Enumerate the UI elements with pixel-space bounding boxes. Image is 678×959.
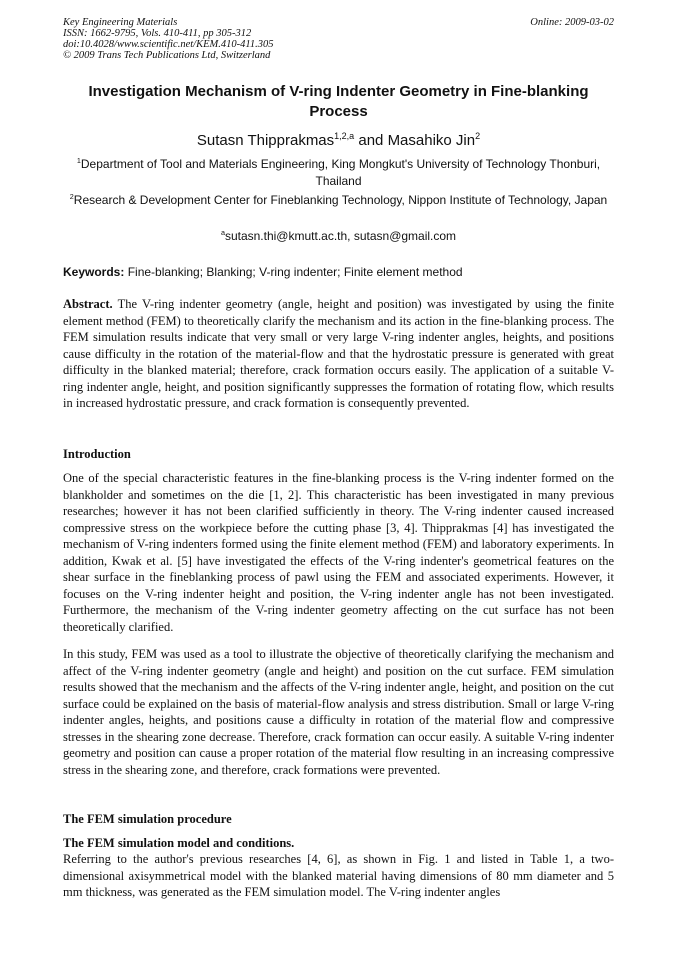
introduction-heading: Introduction <box>63 447 131 461</box>
copyright-line: © 2009 Trans Tech Publications Ltd, Switzerland <box>63 50 271 61</box>
author-2: Masahiko Jin <box>387 132 476 149</box>
journal-header <box>63 17 273 61</box>
fem-paragraph: Referring to the author's previous researches [4, 6], as shown in Fig. 1 and listed in Table 1, a two-dimensional axisymmetrical model with the blanked material having dimensions of 80 mm diameter and 5 mm thickness, was generated as the FEM simulation model. The V-ring indenter angles <box>63 852 614 899</box>
journal-name: Key Engineering Materials <box>63 17 178 28</box>
author-1: Sutasn Thipprakmas <box>196 132 335 149</box>
affiliation-1: $^1$Department of Tool and Materials Engineering, King Mongkut's University of Technology Thonburi, Thailand <box>76 156 601 188</box>
doi-line: doi:10.4028/www.scientific.net/KEM.410-411.305 <box>63 39 274 50</box>
paper-title: Investigation Mechanism of V-ring Indenter Geometry in Fine-blanking Process <box>88 83 589 120</box>
fem-section-heading: The FEM simulation procedure <box>63 812 232 826</box>
abstract: Abstract. The V-ring indenter geometry (angle, height and position) was investigated by using the finite element method (FEM) to theoretically clarify the mechanism and its action in the fine-blanking process. The FEM simulation results indicate that very small or very large V-ring indenter angles, heights, and positions cause difficulty in the rotation of the material-flow and that the hydrostatic pressure is generated with great difficulty in the blanked material; therefore, crack formation occurs easily. The application of a suitable V-ring indenter angle, height, and position significantly suppresses the formation of rotating flow, which results in increased hydrostatic pressure, and crack formation is consequently prevented. <box>63 297 614 410</box>
keywords: Keywords: Fine-blanking; Blanking; V-ring indenter; Finite element method <box>63 265 463 279</box>
issn-line: ISSN: 1662-9795, Vols. 410-411, pp 305-312 <box>63 28 252 39</box>
affiliation-2: $^2$Research & Development Center for Fineblanking Technology, Nippon Institute of Technology, Japan <box>69 192 608 207</box>
online-date: Online: 2009-03-02 <box>530 17 614 28</box>
author-line: Sutasn Thipprakmas$^{1,2,a}$ and Masahiko Jin$^2$ <box>196 131 481 149</box>
introduction-paragraph-2: In this study, FEM was used as a tool to illustrate the objective of theoretically clarifying the mechanism and affect of the V-ring indenter geometry (angle and height) and position on the cut surface. FEM simulation results showed that the mechanism and the affects of the V-ring indenter angle, height, and position on the cut surface could be explained on the basis of material-flow analysis and stress distribution. Small or large V-ring indenter angles, heights, and positions cause a difficulty in rotation of the material flow and compressive stresses in the shearing zone decrease. Therefore, crack formation can occur easily. A suitable V-ring indenter geometry and position can cause a proper rotation of the material flow resulting in an increasing compressive stress in the shearing zone, and therefore, crack formations were prevented. <box>63 647 614 777</box>
introduction-paragraph-1: One of the special characteristic features in the fine-blanking process is the V-ring indenter formed on the blankholder and sometimes on the die [1, 2]. This characteristic has been investigated in many previous researches; however it has not been clarified sufficiently in theory. The V-ring indenter caused increased compressive stress on the workpiece before the cutting phase [3, 4]. Thipprakmas [4] has investigated the mechanism of V-ring indenters formed using the finite element method (FEM) and laboratory experiments. In addition, Kwak et al. [5] have investigated the effects of the V-ring indenter's geometrical features on the shear surface in the fineblanking process of pawl using the FEM and associated experiments. However, it focuses on the V-ring indenter height and position, the V-ring indenter angle has not been investigated. Furthermore, the mechanism of the V-ring indenter geometry affecting on the cut surface has not been theoretically clarified. <box>63 471 614 634</box>
fem-subsection-heading: The FEM simulation model and conditions. <box>63 836 295 850</box>
author-emails: $^a$sutasn.thi@kmutt.ac.th, sutasn@gmail.com <box>220 228 457 243</box>
